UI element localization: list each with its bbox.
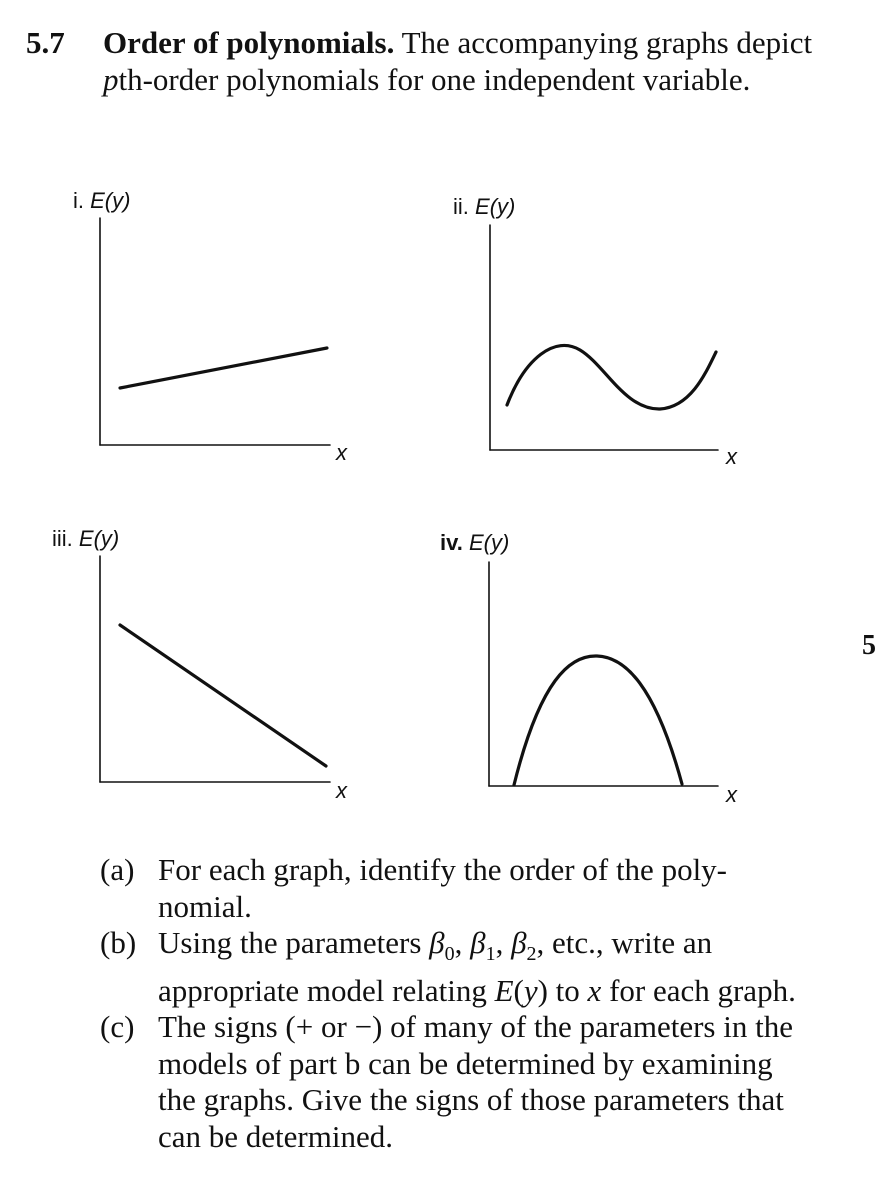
- graph-4-ylabel: E(y): [468, 530, 510, 555]
- question-c-label: (c): [100, 1009, 135, 1045]
- question-c-text: The signs (+ or −) of many of the parameters in the models of part b can be determined by examining the graphs. Give the signs of those parameters that can be determined.: [158, 1009, 801, 1154]
- statement-italic-p: p: [103, 62, 119, 97]
- graph-2-xlabel: x: [726, 444, 737, 469]
- graph-1-curve: [120, 348, 327, 388]
- question-b-label: (b): [100, 925, 137, 960]
- graph-1: [100, 218, 330, 445]
- graph-3-curve: [120, 625, 326, 766]
- graph-3-roman: iii.: [52, 526, 73, 551]
- question-list: [100, 852, 800, 1155]
- question-a-text: For each graph, identify the order of the poly- nomial.: [158, 852, 728, 924]
- graph-2-roman: ii.: [453, 194, 469, 219]
- question-b: [100, 925, 800, 1009]
- page-edge-mark: 5: [862, 630, 876, 661]
- graph-4-xlabel: x: [726, 782, 737, 807]
- graph-3-ylabel: E(y): [78, 526, 120, 551]
- graph-2-curve: [507, 345, 716, 409]
- question-b-text: Using the parameters $\beta_0$, $\beta_1$, $\beta_2$, etc., write an appropriate model relating E(y) to x for each graph.: [158, 925, 796, 1008]
- problem-statement: The accompanying graphs depict pth-order polynomials for one independent variable.: [103, 25, 813, 97]
- question-a: [100, 852, 800, 925]
- graph-1-roman: i.: [73, 188, 84, 213]
- question-a-label: (a): [100, 852, 135, 887]
- graph-3: [100, 556, 330, 782]
- graph-2-ylabel: E(y): [475, 194, 516, 219]
- graph-4-roman: iv.: [440, 530, 463, 555]
- graph-1-xlabel: x: [336, 440, 347, 465]
- graph-2: [490, 225, 718, 450]
- graph-4: [489, 562, 718, 786]
- graph-3-xlabel: x: [336, 778, 347, 803]
- problem-number: 5.7: [26, 25, 65, 60]
- graph-4-curve: [514, 656, 682, 785]
- graph-1-ylabel: E(y): [90, 188, 131, 213]
- question-c: [100, 1009, 800, 1155]
- problem-title: Order of polynomials.: [103, 25, 395, 60]
